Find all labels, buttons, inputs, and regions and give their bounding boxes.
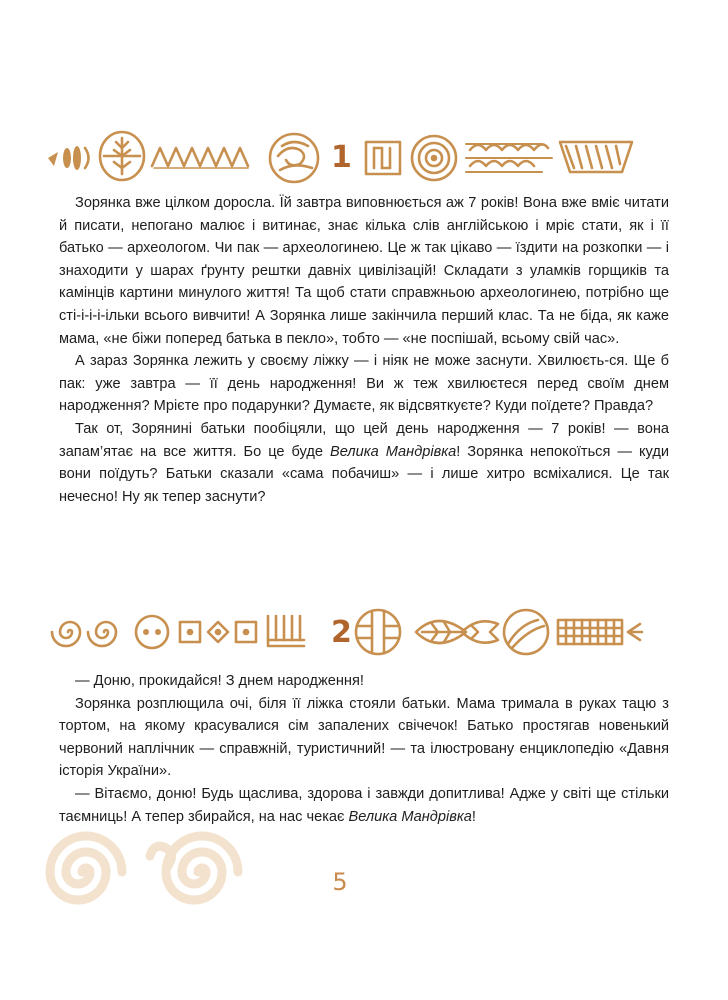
chapter-2-number: 2	[331, 615, 352, 650]
chapter-1-paragraph-1: Зорянка вже цілком доросла. Їй завтра виповнюється аж 7 років! Вона вже вміє читати й писати, непогано малює і витинає, знає кілька слів англійською і мріє стати, як і її батько — археологом. Чи пак — археологинею. Це ж так цікаво — їздити на розкопки — і знаходити у шарах ґрунту рештки давніх цивілізацій! Складати з уламків горщиків та камінців картини минулого життя! Та щоб стати справжньою археологинею, потрібно ще сті-і-і-і-ільки всього вивчити! А Зорянка лише закінчила перший клас. Та не біда, як каже мама, «не біжи поперед батька в пекло», тобто — «не поспішай, всьому свій час».	[59, 195, 669, 347]
concentric-circle-icon	[412, 136, 456, 180]
chapter-2-ornament-row	[42, 602, 692, 664]
chapter-2-paragraph-1: — Доню, прокидайся! З днем народження!	[75, 673, 364, 689]
chapter-1-paragraph-2: А зараз Зорянка лежить у своєму ліжку — і ніяк не може заснути. Хвилюєть-ся. Ще б пак: уже завтра — її день народження! Ви ж теж хвилюєтеся перед своїм днем народження? Мрієте про подарунки? Думаєте, як відсвяткуєте? Куди поїдете? Правда?	[59, 353, 669, 415]
leaf-icon	[416, 621, 466, 643]
chapter-1-ornament-row	[42, 128, 692, 190]
fish-icon	[462, 621, 498, 642]
sun-disc-icon	[356, 610, 400, 654]
spiral-disc-icon	[270, 134, 318, 182]
wave-icon	[466, 144, 552, 172]
grain-icon	[48, 146, 89, 170]
chapter-2-text	[59, 670, 669, 828]
page-number: 5	[332, 868, 348, 896]
chapter-1-number: 1	[331, 140, 352, 175]
wheat-circle-icon	[100, 132, 144, 180]
chapter-2-paragraph-2: Зорянка розплющила очі, біля її ліжка стояли батьки. Мама тримала в руках тацю з тортом, на якому красувалися сім запалених свічечок! Батько простягав новенький червоний наплічник — справжній, туристичний! — та ілюстровану енциклопедію «Давня історія України».	[59, 695, 669, 780]
chapter-2-paragraph-3-end: !	[471, 808, 476, 825]
meander-icon	[366, 142, 400, 174]
diamond-chain-icon	[180, 622, 256, 642]
shell-icon	[504, 610, 548, 654]
chapter-1-text	[59, 192, 669, 508]
bottom-spiral-decoration	[30, 808, 270, 928]
chapter-2-paragraph-3-start: — Вітаємо, доню! Будь щаслива, здорова і завжди допитлива! Адже у світі ще стільки таємниць! А тепер збирайся, на нас чекає	[59, 785, 669, 825]
chapter-1-paragraph-3	[59, 418, 669, 508]
great-journey-emphasis-2: Велика Мандрівка	[348, 808, 472, 825]
great-journey-emphasis: Велика Мандрівка	[330, 443, 457, 460]
chapter-1-paragraph-3-start: Так от, Зорянині батьки пообіцяли, що цей день народження — 7 років! — вона запам’ятає на все життя. Бо це буде	[59, 420, 669, 460]
zigzag-icon	[152, 148, 248, 168]
triangle-band-icon	[560, 142, 632, 172]
chapter-1-paragraph-3-end: ! Зорянка непокоїться — куди вони поїдуть? Батьки сказали «сама побачиш» — і лише хитро всміхалися. Це так нечесно! Ну як тепер заснути?	[59, 443, 669, 505]
dotted-circle-icon	[136, 616, 168, 648]
net-icon	[558, 620, 642, 644]
grid-icon	[268, 616, 304, 646]
spiral-icon	[52, 622, 116, 646]
